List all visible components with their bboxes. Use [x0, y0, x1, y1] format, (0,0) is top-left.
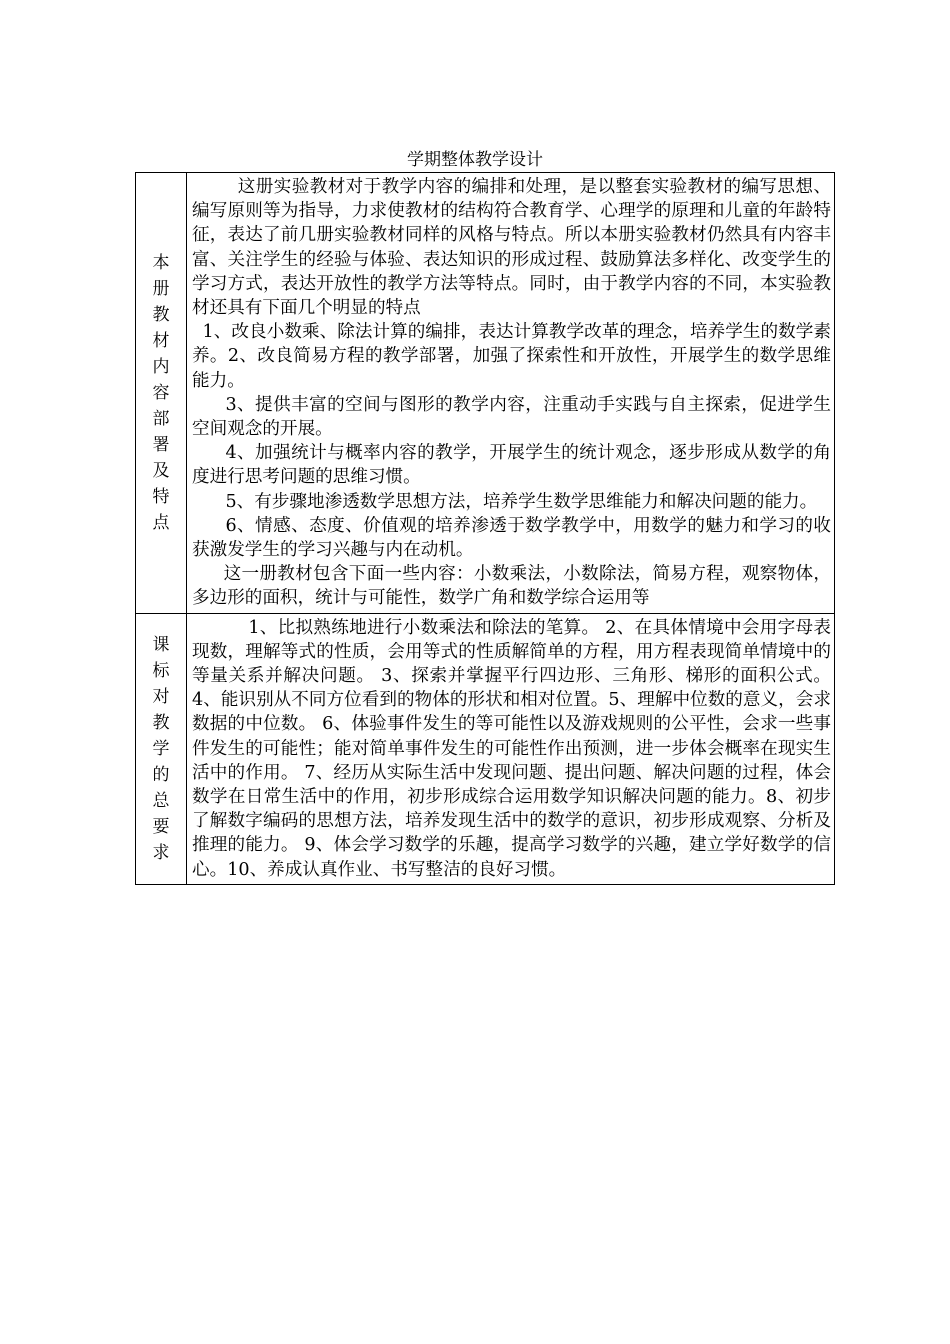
requirements-paragraph: 1、比拟熟练地进行小数乘法和除法的笔算。 2、在具体情境中会用字母表现数，理解等式的性质，会用等式的性质解简单的方程，用方程表现简单情境中的等量关系并解决问题。 3、探索并掌握平行四边形、三角形、梯形的面积公式。4、能识别从不同方位看到的物体的形状和相对位置。5、理解中位数的意义，会求数据的中位数。 6、体验事件发生的等可能性以及游戏规则的公平性，会求一些事件发生的可能性；能对简单事件发生的可能性作出预测，进一步体会概率在现实生活中的作用。 7、经历从实际生活中发现问题、提出问题、解决问题的过程，体会数学在日常生活中的作用，初步形成综合运用数学知识解决问题的能力。8、初步了解数字编码的思想方法，培养发现生活中的数学的意识，初步形成观察、分析及推理的能力。 9、体会学习数学的乐趣，提高学习数学的兴趣，建立学好数学的信心。10、养成认真作业、书写整洁的良好习惯。 — [192, 617, 831, 880]
feature-paragraph-5: 5、有步骤地渗透数学思想方法，培养学生数学思维能力和解决问题的能力。 — [225, 491, 818, 512]
row-label-cell — [136, 613, 187, 884]
row-label-cell — [136, 173, 187, 614]
contents-paragraph: 这一册教材包含下面一些内容：小数乘法，小数除法，简易方程，观察物体，多边形的面积，统计与可能性，数学广角和数学综合运用等 — [192, 564, 831, 609]
row-label-requirements: 课标对教学的总要求 — [152, 634, 170, 863]
feature-paragraph-6: 6、情感、态度、价值观的培养渗透于数学教学中，用数学的魅力和学习的收获激发学生的学习兴趣与内在动机。 — [192, 515, 831, 561]
design-table — [135, 172, 835, 885]
document-title: 学期整体教学设计 — [407, 150, 543, 170]
intro-paragraph: 这册实验教材对于教学内容的编排和处理，是以整套实验教材的编写思想、编写原则等为指导，力求使教材的结构符合教育学、心理学的原理和儿童的年龄特征，表达了前几册实验教材同样的风格与特点。所以本册实验教材仍然具有内容丰富、关注学生的经验与体验、表达知识的形成过程、鼓励算法多样化、改变学生的学习方式，表达开放性的教学方法等特点。同时，由于教学内容的不同，本实验教材还具有下面几个明显的特点 — [192, 177, 831, 319]
feature-paragraph-3: 3、提供丰富的空间与图形的教学内容，注重动手实践与自主探索，促进学生空间观念的开展。 — [192, 394, 831, 440]
table-row-requirements — [136, 613, 835, 884]
row-content-cell — [187, 613, 835, 884]
row-content-cell — [187, 173, 835, 614]
row-label-features: 本册教材内容部署及特点 — [152, 252, 170, 533]
feature-paragraph-4: 4、加强统计与概率内容的教学，开展学生的统计观念，逐步形成从数学的角度进行思考问题的思维习惯。 — [192, 443, 831, 488]
table-row-features — [136, 173, 835, 614]
feature-paragraph-1-2: 1、改良小数乘、除法计算的编排，表达计算教学改革的理念，培养学生的数学素养。2、改良简易方程的教学部署，加强了探索性和开放性，开展学生的数学思维能力。 — [192, 322, 831, 391]
